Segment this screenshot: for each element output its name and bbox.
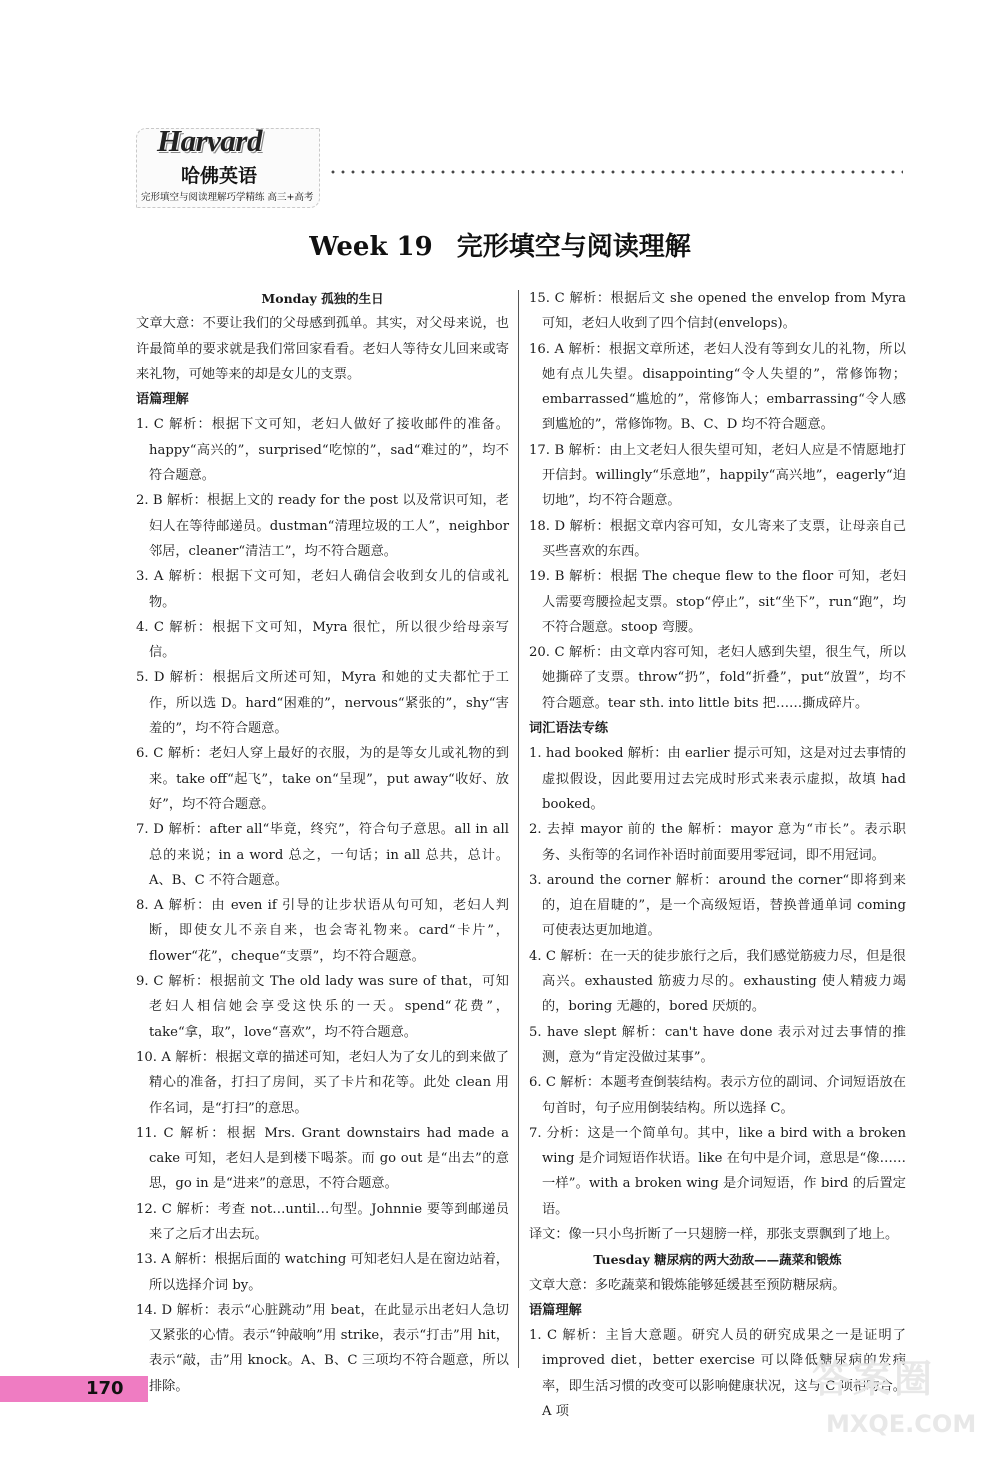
answer-item: 译文：像一只小鸟折断了一只翅膀一样，那张支票飘到了地上。 <box>529 1226 899 1242</box>
column-divider <box>518 290 519 1368</box>
answer-item: 13. A 解析：根据后面的 watching 可知老妇人是在窗边站着，所以选择介词 by。 <box>136 1252 509 1293</box>
answer-item: 8. A 解析：由 even if 引导的让步状语从句可知，老妇人判断，即使女儿不亲自来，也会寄礼物来。card“卡片”，flower“花”，cheque“支票”，均不符合题意。 <box>136 898 509 964</box>
subsection-heading: 语篇理解 <box>136 392 189 408</box>
answer-item: 6. C 解析：老妇人穿上最好的衣服，为的是等女儿或礼物的到来。take off“起飞”，take on“呈现”，put away“收好、放好”，均不符合题意。 <box>136 746 509 812</box>
watermark-logo: 答案圈 <box>812 1357 936 1401</box>
answer-item: 1. C 解析：根据下文可知，老妇人做好了接收邮件的准备。happy“高兴的”，surprised“吃惊的”，sad“难过的”，均不符合题意。 <box>136 417 509 484</box>
page-number-bar <box>0 1376 148 1402</box>
answer-item: 1. had booked 解析：由 earlier 提示可知，这是对过去事情的虚拟假设，因此要用过去完成时形式来表示虚拟，故填 had booked。 <box>529 746 906 812</box>
subsection-heading: 语篇理解 <box>529 1302 582 1318</box>
left-column <box>136 286 509 1398</box>
logo-subtitle: 完形填空与阅读理解巧学精练 高三+高考 <box>141 192 314 203</box>
answer-item: 10. A 解析：根据文章的描述可知，老妇人为了女儿的到来做了精心的准备，打扫了房间，买了卡片和花等。此处 clean 用作名词，是“打扫”的意思。 <box>136 1049 509 1116</box>
section-heading: Tuesday 糖尿病的两大劲敌——蔬菜和锻炼 <box>593 1252 842 1268</box>
answer-item: 14. D 解析：表示“心脏跳动”用 beat，在此显示出老妇人急切又紧张的心情。表示“钟敲响”用 strike，表示“打击”用 hit，表示“敲，击”用 knock。A、B、C 三项均不符合题意，所以排除。 <box>136 1302 509 1394</box>
watermark-url: MXQE.COM <box>826 1410 977 1438</box>
answer-item: 6. C 解析：本题考查倒装结构。表示方位的副词、介词短语放在句首时，句子应用倒装结构。所以选择 C。 <box>529 1075 906 1116</box>
answer-item: 5. D 解析：根据后文所述可知，Myra 和她的丈夫都忙于工作，所以选 D。hard“困难的”，nervous“紧张的”，shy“害羞的”，均不符合题意。 <box>136 670 509 737</box>
right-column <box>529 286 906 1420</box>
subsection-heading: 词汇语法专练 <box>529 721 609 737</box>
answer-item: 3. A 解析：根据下文可知，老妇人确信会收到女儿的信或礼物。 <box>136 569 509 610</box>
answer-item: 16. A 解析：根据文章所述，老妇人没有等到女儿的礼物，所以她有点儿失望。disappointing“令人失望的”，常修饰物；embarrassed“尴尬的”，常修饰人；embarrassing“令人感到尴尬的”，常修饰物。B、C、D 均不符合题意。 <box>529 341 906 433</box>
week-topic: 完形填空与阅读理解 <box>456 232 691 262</box>
answer-item: 19. B 解析：根据 The cheque flew to the floor 可知，老妇人需要弯腰捡起支票。stop“停止”，sit“坐下”，run“跑”，均不符合题意。stoop 弯腰。 <box>529 569 906 635</box>
answer-item: 18. D 解析：根据文章内容可知，女儿寄来了支票，让母亲自己买些喜欢的东西。 <box>529 518 906 559</box>
answer-item: 12. C 解析：考查 not…until…句型。Johnnie 要等到邮递员来了之后才出去玩。 <box>136 1201 509 1242</box>
page-title <box>0 226 1000 263</box>
logo-brand: Harvard <box>157 123 262 158</box>
summary-paragraph: 文章大意：不要让我们的父母感到孤单。其实，对父母来说，也许最简单的要求就是我们常回家看看。老妇人等待女儿回来或寄来礼物，可她等来的却是女儿的支票。 <box>136 316 509 382</box>
week-label: Week 19 <box>309 232 433 262</box>
answer-item: 4. C 解析：在一天的徒步旅行之后，我们感觉筋疲力尽，但是很高兴。exhausted 筋疲力尽的。exhausting 使人精疲力竭的，boring 无趣的，bored 厌烦的。 <box>529 948 906 1015</box>
answer-item: 1. C 解析：主旨大意题。研究人员的研究成果之一是证明了 improved diet，better exercise 可以降低糖尿病的发病率，即生活习惯的改变可以影响健康状况，这与 C 项相吻合。A 项 <box>529 1328 906 1420</box>
section-heading: Monday 孤独的生日 <box>261 291 384 306</box>
answer-item: 2. 去掉 mayor 前的 the 解析：mayor 意为“市长”。表示职务、头衔等的名词作补语时前面要用零冠词，即不用冠词。 <box>529 822 906 863</box>
answer-item: 7. 分析：这是一个简单句。其中，like a bird with a broken wing 是介词短语作状语。like 在句中是介词，意思是“像……一样”。with a broken wing 是介词短语，作 bird 的后置定语。 <box>529 1125 906 1217</box>
answer-item: 11. C 解析：根据 Mrs. Grant downstairs had made a cake 可知，老妇人是到楼下喝茶。而 go out 是“出去”的意思，go in 是“进来”的意思，不符合题意。 <box>136 1125 509 1192</box>
answer-item: 4. C 解析：根据下文可知，Myra 很忙，所以很少给母亲写信。 <box>136 619 509 661</box>
answer-item: 15. C 解析：根据后文 she opened the envelop from Myra 可知，老妇人收到了四个信封(envelops)。 <box>529 291 906 332</box>
answer-item: 5. have slept 解析：can't have done 表示对过去事情的推测，意为“肯定没做过某事”。 <box>529 1024 906 1065</box>
answer-item: 20. C 解析：由文章内容可知，老妇人感到失望，很生气，所以她撕碎了支票。throw“扔”，fold“折叠”，put“放置”，均不符合题意。tear sth. into little bits 把……撕成碎片。 <box>529 645 906 711</box>
answer-item: 7. D 解析：after all“毕竟，终究”，符合句子意思。all in all 总的来说；in a word 总之，一句话；in all 总共，总计。A、B、C 不符合题意。 <box>136 822 509 888</box>
harvard-logo <box>136 123 320 208</box>
summary-paragraph: 文章大意：多吃蔬菜和锻炼能够延缓甚至预防糖尿病。 <box>529 1277 846 1293</box>
logo-chinese-name: 哈佛英语 <box>181 165 258 187</box>
header-dotted-rule <box>328 170 903 174</box>
answer-item: 3. around the corner 解析：around the corner“即将到来的，迫在眉睫的”，是一个高级短语，替换普通单词 coming 可使表达更加地道。 <box>529 872 906 939</box>
answer-item: 9. C 解析：根据前文 The old lady was sure of that，可知老妇人相信她会享受这快乐的一天。spend“花费”，take“拿，取”，love“喜欢”，均不符合题意。 <box>136 974 509 1040</box>
page-number: 170 <box>86 1378 124 1399</box>
answer-item: 17. B 解析：由上文老妇人很失望可知，老妇人应是不情愿地打开信封。willingly“乐意地”，happily“高兴地”，eagerly“迫切地”，均不符合题意。 <box>529 442 906 509</box>
answer-item: 2. B 解析：根据上文的 ready for the post 以及常识可知，老妇人在等待邮递员。dustman“清理垃圾的工人”，neighbor 邻居，cleaner“清洁工”，均不符合题意。 <box>136 493 509 559</box>
